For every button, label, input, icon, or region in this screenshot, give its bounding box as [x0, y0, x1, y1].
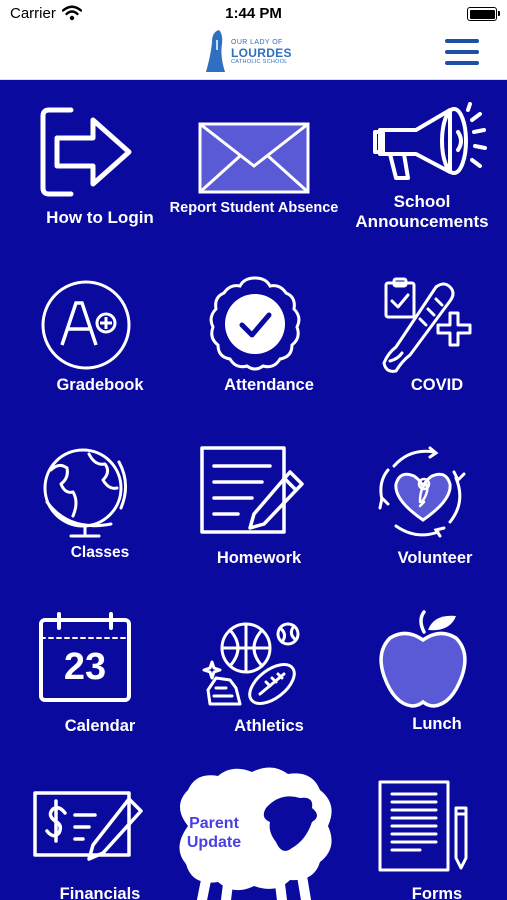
app-header	[0, 28, 507, 80]
tile-label: Forms	[411, 885, 463, 900]
tile-attendance[interactable]	[184, 275, 324, 405]
tile-label: Homework	[216, 549, 302, 567]
tile-covid[interactable]	[352, 275, 492, 405]
tile-parent-update[interactable]	[172, 766, 337, 900]
tile-label: Calendar	[64, 717, 136, 735]
carrier-label: Carrier	[10, 5, 56, 22]
calendar-day: 23	[63, 646, 107, 688]
tile-label: School Announcements	[355, 192, 489, 231]
tile-label: Athletics	[234, 717, 304, 735]
document-pen-icon	[376, 780, 472, 876]
battery-icon	[467, 7, 497, 21]
megaphone-icon	[372, 102, 492, 190]
tile-label: Lunch	[412, 715, 462, 733]
tile-report-absence[interactable]	[169, 102, 339, 242]
notepad-pencil-icon	[198, 444, 310, 536]
tile-label: How to Login	[46, 208, 154, 227]
check-pen-icon	[31, 785, 143, 865]
login-arrow-icon	[35, 102, 135, 202]
tile-forms[interactable]	[352, 780, 492, 900]
sports-balls-icon	[202, 616, 306, 712]
tile-label: Volunteer	[397, 549, 473, 567]
logo-line-2: LOURDES	[231, 46, 292, 60]
mary-silhouette-icon	[205, 28, 229, 76]
globe-icon	[39, 444, 133, 540]
tile-label: Financials	[59, 885, 141, 900]
a-plus-grade-icon	[40, 279, 132, 371]
feature-grid	[0, 80, 507, 900]
tile-gradebook[interactable]	[15, 275, 185, 405]
status-bar	[0, 0, 507, 28]
tile-homework[interactable]	[184, 444, 324, 574]
tile-label: Gradebook	[56, 376, 144, 394]
hamburger-menu-icon[interactable]	[445, 39, 479, 69]
tile-label: Classes	[70, 544, 130, 561]
tile-athletics[interactable]	[184, 610, 324, 740]
status-time: 1:44 PM	[225, 5, 282, 22]
tile-lunch[interactable]	[352, 610, 492, 740]
tile-label: Attendance	[224, 376, 314, 394]
tile-announcements[interactable]	[352, 102, 492, 242]
parent-update-label: Parent Update	[186, 815, 242, 851]
tile-how-to-login[interactable]	[15, 102, 185, 242]
school-logo[interactable]	[205, 28, 295, 76]
apple-icon	[378, 610, 468, 710]
tile-volunteer[interactable]	[352, 444, 492, 574]
tile-label: COVID	[410, 376, 464, 394]
check-badge-icon	[206, 275, 304, 373]
tile-label: Report Student Absence	[169, 200, 339, 216]
envelope-icon	[198, 122, 310, 194]
thermometer-clipboard-icon	[374, 275, 472, 375]
logo-line-1: OUR LADY OF	[231, 39, 283, 46]
tile-calendar[interactable]	[15, 610, 185, 740]
logo-line-3: CATHOLIC SCHOOL	[231, 59, 288, 65]
heart-ribbon-icon	[374, 444, 472, 540]
tile-financials[interactable]	[15, 785, 185, 900]
